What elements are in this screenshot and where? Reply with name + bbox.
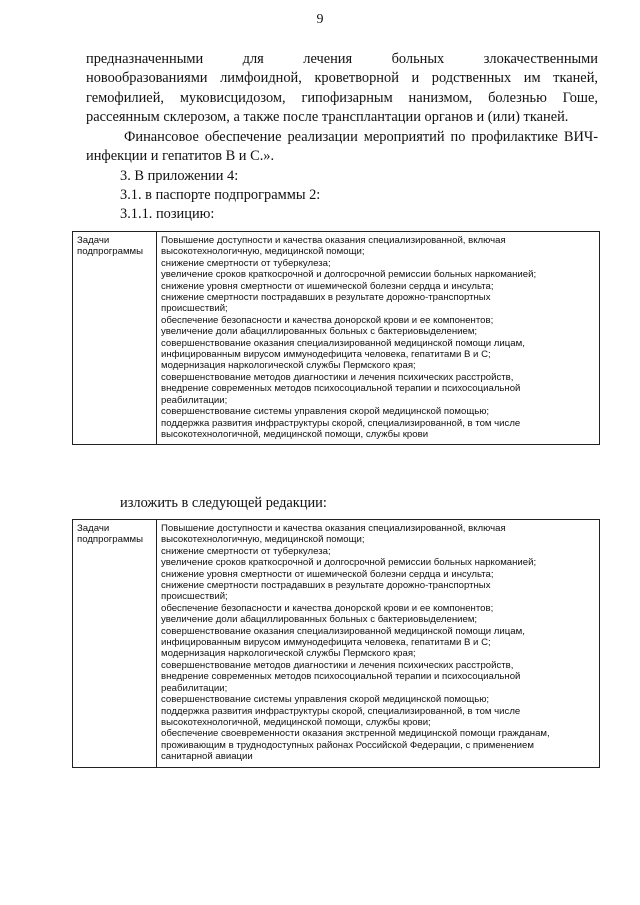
table-row bbox=[73, 232, 600, 445]
item-3: 3. В приложении 4: bbox=[120, 168, 239, 184]
task-line: санитарной авиации bbox=[161, 751, 253, 763]
intro-line: новообразованиями лимфоидной, кроветворной и родственных им тканей, bbox=[86, 70, 598, 87]
tasks-content bbox=[157, 232, 600, 445]
task-line: проживающим в труднодоступных районах Российской Федерации, с применением bbox=[161, 739, 534, 751]
task-line: снижение смертности пострадавших в результате дорожно-транспортных bbox=[161, 292, 491, 304]
old-tasks-table bbox=[72, 231, 600, 445]
intro-line: гемофилией, муковисцидозом, гипофизарным нанизмом, болезнью Гоше, bbox=[86, 89, 598, 106]
task-line: обеспечение своевременности оказания экстренной медицинской помощи гражданам, bbox=[161, 728, 550, 740]
task-line: совершенствование системы управления скорой медицинской помощью; bbox=[161, 694, 490, 706]
task-line: модернизация наркологической службы Пермского края; bbox=[161, 360, 416, 372]
intro-line: рассеянным склерозом, а также после трансплантации органов и (или) тканей. bbox=[86, 109, 569, 126]
task-line: увеличение доли абациллированных больных с бактериовыделением; bbox=[161, 614, 478, 626]
task-line: совершенствование оказания специализированной медицинской помощи лицам, bbox=[161, 337, 525, 349]
tasks-label: Задачи подпрограммы bbox=[73, 232, 157, 445]
task-line: высокотехнологичную, медицинской помощи; bbox=[161, 534, 365, 546]
task-line: инфицированным вирусом иммунодефицита человека, гепатитами В и С; bbox=[161, 349, 491, 361]
task-line: реабилитации; bbox=[161, 682, 228, 694]
task-line: высокотехнологичной, медицинской помощи, службы крови bbox=[161, 428, 429, 440]
item-3-1: 3.1. в паспорте подпрограммы 2: bbox=[120, 187, 321, 203]
table-row bbox=[73, 520, 600, 768]
task-line: увеличение сроков краткосрочной и долгосрочной ремиссии больных наркоманией; bbox=[161, 557, 537, 569]
task-line: совершенствование методов диагностики и лечения психических расстройств, bbox=[161, 371, 514, 383]
task-line: происшествий; bbox=[161, 303, 228, 315]
task-line: снижение смертности пострадавших в результате дорожно-транспортных bbox=[161, 580, 491, 592]
task-line: увеличение доли абациллированных больных с бактериовыделением; bbox=[161, 326, 478, 338]
task-line: Повышение доступности и качества оказания специализированной, включая bbox=[161, 523, 506, 534]
task-line: совершенствование методов диагностики и лечения психических расстройств, bbox=[161, 659, 514, 671]
task-line: внедрение современных методов психосоциальной терапии и психосоциальной bbox=[161, 671, 521, 683]
tasks-label: Задачи подпрограммы bbox=[73, 520, 157, 768]
task-line: обеспечение безопасности и качества донорской крови и ее компонентов; bbox=[161, 314, 494, 326]
task-line: модернизация наркологической службы Пермского края; bbox=[161, 648, 416, 660]
task-line: высокотехнологичной, медицинской помощи, службы крови; bbox=[161, 716, 431, 728]
tasks-content bbox=[157, 520, 600, 768]
task-line: поддержка развития инфраструктуры скорой, специализированной, в том числе bbox=[161, 705, 521, 717]
task-line: высокотехнологичную, медицинской помощи; bbox=[161, 246, 365, 258]
intro-paragraph bbox=[86, 50, 598, 128]
task-line: реабилитации; bbox=[161, 394, 228, 406]
task-line: снижение уровня смертности от ишемической болезни сердца и инсульта; bbox=[161, 280, 494, 292]
task-line: снижение уровня смертности от ишемической болезни сердца и инсульта; bbox=[161, 568, 494, 580]
task-line: происшествий; bbox=[161, 591, 228, 603]
intro-line: предназначенными для лечения больных злокачественными bbox=[86, 51, 598, 67]
task-line: инфицированным вирусом иммунодефицита человека, гепатитами В и С; bbox=[161, 637, 491, 649]
item-3-1-1: 3.1.1. позицию: bbox=[120, 206, 215, 222]
new-tasks-table bbox=[72, 519, 600, 768]
task-line: внедрение современных методов психосоциальной терапии и психосоциальной bbox=[161, 383, 521, 395]
task-line: снижение смертности от туберкулеза; bbox=[161, 545, 331, 557]
task-line: снижение смертности от туберкулеза; bbox=[161, 257, 331, 269]
task-line: обеспечение безопасности и качества донорской крови и ее компонентов; bbox=[161, 602, 494, 614]
task-line: совершенствование оказания специализированной медицинской помощи лицам, bbox=[161, 625, 525, 637]
financing-paragraph: Финансовое обеспечение реализации мероприятий по профилактике ВИЧ-инфекции и гепатитов В и С.». bbox=[86, 129, 598, 165]
edit-instruction: изложить в следующей редакции: bbox=[120, 495, 327, 511]
page-number: 9 bbox=[316, 12, 324, 27]
task-line: совершенствование системы управления скорой медицинской помощью; bbox=[161, 406, 490, 418]
task-line: Повышение доступности и качества оказания специализированной, включая bbox=[161, 235, 506, 246]
task-line: увеличение сроков краткосрочной и долгосрочной ремиссии больных наркоманией; bbox=[161, 269, 537, 281]
task-line: поддержка развития инфраструктуры скорой, специализированной, в том числе bbox=[161, 417, 521, 429]
